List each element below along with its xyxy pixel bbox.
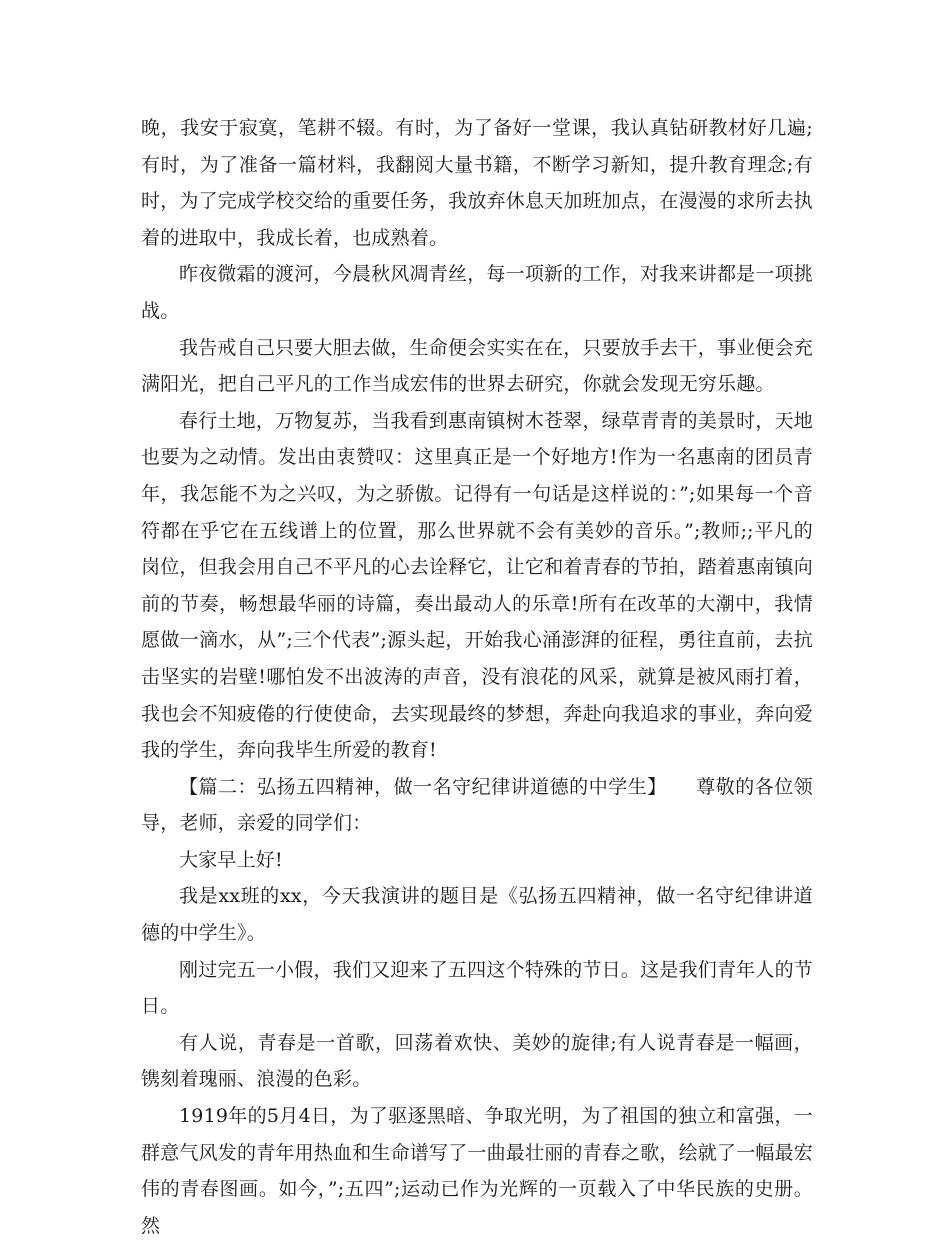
document-body [141,110,813,1244]
paragraph-greeting: 大家早上好! [179,848,283,871]
paragraph-courage: 我告戒自己只要大胆去做，生命便会实实在在，只要放手去干，事业便会充满阳光，把自己平凡的工作当成宏伟的世界去研究，你就会发现无穷乐趣。 [141,336,813,396]
paragraph-may-fourth: 刚过完五一小假，我们又迎来了五四这个特殊的节日。这是我们青年人的节日。 [141,958,813,1018]
paragraph-youth-song: 有人说，青春是一首歌，回荡着欢快、美妙的旋律;有人说青春是一幅画，镌刻着瑰丽、浪漫的色彩。 [141,1031,813,1091]
paragraph-spring: 春行土地，万物复苏，当我看到惠南镇树木苍翠，绿草青青的美景时，天地也要为之动情。发出由衷赞叹：这里真正是一个好地方!作为一名惠南的团员青年，我怎能不为之兴叹，为之骄傲。记得有一句话是这样说的：”;如果每一个音符都在乎它在五线谱上的位置，那么世界就不会有美妙的音乐。”;教师;;平凡的岗位，但我会用自己不平凡的心去诠释它，让它和着青春的节拍，踏着惠南镇向前的节奏，畅想最华丽的诗篇，奏出最动人的乐章!所有在改革的大潮中，我情愿做一滴水，从”;三个代表”;源头起，开始我心涌澎湃的征程，勇往直前，去抗击坚实的岩壁!哪怕发不出波涛的声音，没有浪花的风采，就算是被风雨打着，我也会不知疲倦的行使使命，去实现最终的梦想，奔赴向我追求的事业，奔向爱我的学生，奔向我毕生所爱的教育! [141,409,814,762]
paragraph-section-two-heading: 【篇二：弘扬五四精神，做一名守纪律讲道德的中学生】 尊敬的各位领导，老师，亲爱的同学们： [141,775,813,835]
paragraph-challenge: 昨夜微霜的渡河，今晨秋风凋青丝，每一项新的工作，对我来讲都是一项挑战。 [141,263,813,322]
paragraph-continued: 晚，我安于寂寞，笔耕不辍。有时，为了备好一堂课，我认真钻研教材好几遍;有时，为了准备一篇材料，我翻阅大量书籍，不断学习新知，提升教育理念;有时，为了完成学校交给的重要任务，我放弃休息天加班加点，在漫漫的求所去执着的进取中，我成长着，也成熟着。 [141,117,814,249]
paragraph-1919: 1919年的5月4日，为了驱逐黑暗、争取光明，为了祖国的独立和富强，一群意气风发的青年用热血和生命谱写了一曲最壮丽的青春之歌，绘就了一幅最宏伟的青春图画。如今，”;五四”;运动已作为光辉的一页载入了中华民族的史册。然 [141,1105,814,1237]
paragraph-speech-title: 我是xx班的xx，今天我演讲的题目是《弘扬五四精神，做一名守纪律讲道德的中学生》。 [141,885,813,945]
